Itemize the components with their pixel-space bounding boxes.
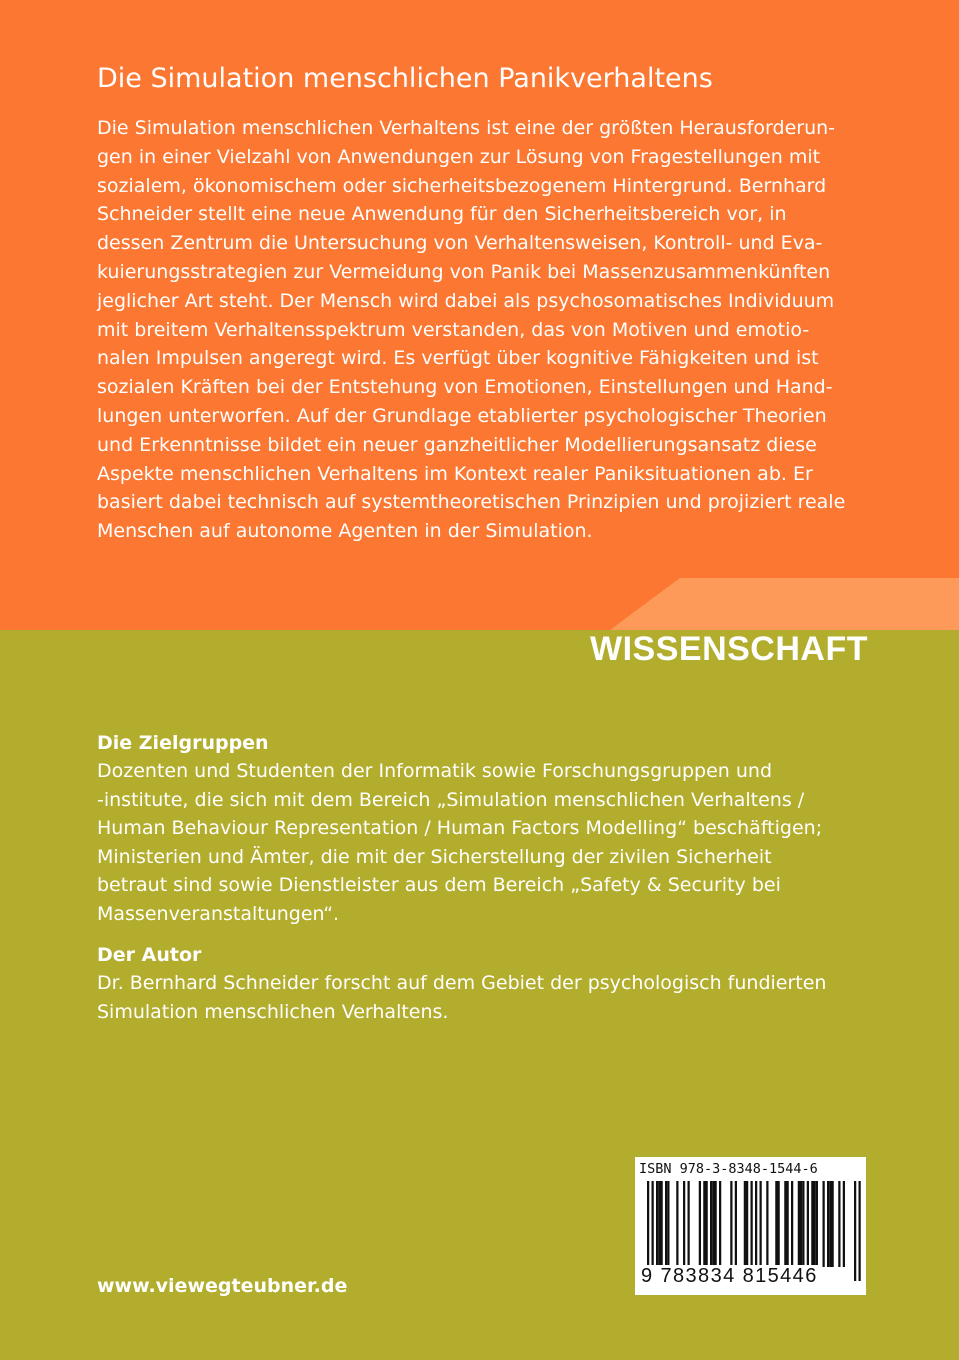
barcode-bar <box>807 1181 809 1267</box>
barcode-bar <box>744 1181 746 1267</box>
series-label: WISSENSCHAFT <box>590 630 868 668</box>
barcode-bar <box>859 1181 861 1281</box>
zielgruppen-line: Ministerien und Ämter, die mit der Sicherstellung der zivilen Sicherheit <box>97 845 772 868</box>
barcode-bar <box>832 1181 834 1267</box>
barcode-bar <box>784 1181 786 1267</box>
barcode-bar <box>658 1181 660 1267</box>
barcode-bar <box>775 1181 777 1267</box>
barcode-bar <box>811 1181 813 1267</box>
barcode-bar <box>676 1181 678 1267</box>
barcode-bar <box>778 1181 780 1267</box>
blurb-line: sozialen Kräften bei der Entstehung von Emotionen, Einstellungen und Hand- <box>97 376 833 399</box>
barcode-bar <box>760 1181 762 1267</box>
isbn-label: ISBN 978-3-8348-1544-6 <box>639 1161 818 1177</box>
blurb-line: nalen Impulsen angeregt wird. Es verfügt über kognitive Fähigkeiten und ist <box>97 347 819 370</box>
barcode-bar <box>710 1181 712 1267</box>
barcode-bar <box>699 1181 701 1267</box>
barcode-bar <box>798 1181 800 1267</box>
barcode-bar <box>719 1181 721 1267</box>
barcode-bar <box>766 1181 768 1267</box>
autor-section <box>97 941 826 1026</box>
zielgruppen-heading: Die Zielgruppen <box>97 732 269 754</box>
blurb-line: basiert dabei technisch auf systemtheoretischen Prinzipien und projiziert reale <box>97 491 846 514</box>
barcode-bar <box>665 1181 667 1267</box>
barcode-bar <box>667 1181 669 1267</box>
barcode-bar <box>735 1181 737 1267</box>
blurb-line: Aspekte menschlichen Verhaltens im Kontext realer Paniksituationen ab. Er <box>97 462 813 485</box>
zielgruppen-line: betraut sind sowie Dienstleister aus dem Bereich „Safety & Security bei <box>97 874 781 897</box>
barcode-bar <box>800 1181 802 1267</box>
blurb-line: kuierungsstrategien zur Vermeidung von Panik bei Massenzusammenkünften <box>97 260 831 283</box>
zielgruppen-line: -institute, die sich mit dem Bereich „Simulation menschlichen Verhaltens / <box>97 788 805 811</box>
zielgruppen-section <box>97 729 822 929</box>
blurb-line: Menschen auf autonome Agenten in der Simulation. <box>97 520 593 543</box>
blurb-line: mit breitem Verhaltensspektrum verstanden, das von Motiven und emotio- <box>97 318 810 341</box>
blurb-line: dessen Zentrum die Untersuchung von Verhaltensweisen, Kontroll- und Eva- <box>97 232 823 255</box>
barcode-bar <box>787 1181 789 1267</box>
barcode-bar <box>802 1181 804 1267</box>
zielgruppen-line: Human Behaviour Representation / Human Factors Modelling“ beschäftigen; <box>97 817 823 840</box>
blurb-line: Schneider stellt eine neue Anwendung für den Sicherheitsbereich vor, in <box>97 203 787 226</box>
barcode-bar <box>746 1181 748 1267</box>
barcode-bar <box>816 1181 818 1267</box>
isbn-barcode-box <box>635 1157 866 1295</box>
barcode-bar <box>688 1181 690 1267</box>
barcode-bar <box>703 1181 705 1267</box>
barcode-bar <box>656 1181 658 1267</box>
barcode-bar <box>730 1181 732 1267</box>
barcode-bar <box>791 1181 793 1267</box>
autor-line: Dr. Bernhard Schneider forscht auf dem Gebiet der psychologisch fundierten <box>97 972 827 994</box>
barcode-bar <box>683 1181 685 1267</box>
autor-heading: Der Autor <box>97 944 202 966</box>
autor-line: Simulation menschlichen Verhaltens. <box>97 1000 449 1023</box>
barcode-bar <box>827 1181 829 1267</box>
blurb-line: sozialem, ökonomischem oder sicherheitsbezogenem Hintergrund. Bernhard <box>97 174 827 197</box>
barcode-bar <box>854 1181 856 1281</box>
barcode-bar <box>661 1181 663 1267</box>
zielgruppen-line: Massenveranstaltungen“. <box>97 902 340 925</box>
blurb-line: lungen unterworfen. Auf der Grundlage etablierter psychologischer Theorien <box>97 404 827 427</box>
barcode-bar <box>823 1181 825 1267</box>
publisher-url[interactable]: www.viewegteubner.de <box>97 1275 348 1297</box>
barcode-bar <box>715 1181 717 1267</box>
zielgruppen-line: Dozenten und Studenten der Informatik sowie Forschungsgruppen und <box>97 760 773 782</box>
barcode-bar <box>829 1181 831 1267</box>
barcode-bar <box>838 1181 840 1267</box>
blurb-line: jeglicher Art steht. Der Mensch wird dabei als psychosomatisches Individuum <box>97 289 835 312</box>
ean-digits: 9 783834 815446 <box>641 1265 818 1287</box>
blurb-line: und Erkenntnisse bildet ein neuer ganzheitlicher Modellierungsansatz diese <box>97 433 817 456</box>
blurb-line: Die Simulation menschlichen Verhaltens ist eine der größten Herausforderun- <box>97 117 836 139</box>
blurb-line: gen in einer Vielzahl von Anwendungen zur Lösung von Fragestellungen mit <box>97 145 821 168</box>
blurb-text <box>97 114 846 546</box>
blurb-title: Die Simulation menschlichen Panikverhaltens <box>97 63 713 94</box>
barcode-bar <box>706 1181 708 1267</box>
barcode-bar <box>712 1181 714 1267</box>
barcode-bar <box>843 1181 845 1267</box>
barcode-bar <box>814 1181 816 1267</box>
